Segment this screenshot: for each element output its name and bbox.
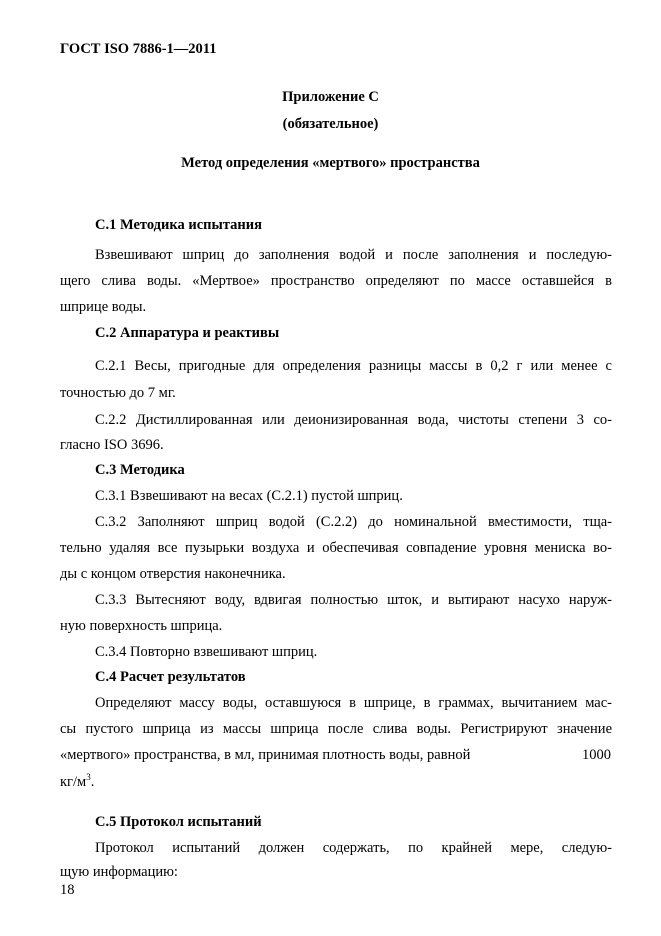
c2-2-line-2: гласно ISO 3696. — [60, 437, 164, 453]
page-number: 18 — [60, 882, 75, 898]
c3-2-line-1: С.3.2 Заполняют шприц водой (С.2.2) до номинальной вместимости, тща- — [95, 514, 612, 530]
c3-4: С.3.4 Повторно взвешивают шприц. — [95, 644, 318, 660]
c1-line-1: Взвешивают шприц до заполнения водой и после заполнения и последую- — [95, 247, 612, 263]
c5-line-1: Протокол испытаний должен содержать, по крайней мере, следую- — [95, 840, 612, 856]
c4-unit-exponent: 3 — [86, 772, 91, 783]
c4-unit: кг/м — [60, 774, 87, 790]
c4-line-1: Определяют массу воды, оставшуюся в шприце, в граммах, вычитанием мас- — [95, 695, 612, 711]
c4-density-value: 1000 — [582, 747, 611, 763]
appendix-status: (обязательное) — [282, 116, 379, 132]
c3-2-line-2: тельно удаляя все пузырьки воздуха и обеспечивая совпадение уровня мениска во- — [60, 540, 612, 556]
section-c5-heading: С.5 Протокол испытаний — [95, 814, 262, 830]
section-c1-heading: С.1 Методика испытания — [95, 217, 262, 233]
c4-line-4 — [60, 774, 94, 791]
c4-line-3: «мертвого» пространства, в мл, принимая плотность воды, равной — [60, 747, 471, 763]
section-c3-heading: С.3 Методика — [95, 462, 185, 478]
c2-2-line-1: С.2.2 Дистиллированная или деионизированная вода, чистоты степени 3 со- — [95, 412, 612, 428]
c3-2-line-3: ды с концом отверстия наконечника. — [60, 566, 286, 582]
section-c2-heading: С.2 Аппаратура и реактивы — [95, 325, 280, 341]
section-c4-heading: С.4 Расчет результатов — [95, 669, 246, 685]
c3-3-line-1: С.3.3 Вытесняют воду, вдвигая полностью шток, и вытирают насухо наруж- — [95, 592, 612, 608]
c3-1: С.3.1 Взвешивают на весах (С.2.1) пустой шприц. — [95, 488, 403, 504]
c5-line-2: щую информацию: — [60, 864, 178, 880]
c2-1-line-2: точностью до 7 мг. — [60, 385, 176, 401]
c4-line-2: сы пустого шприца из массы шприца после слива воды. Регистрируют значение — [60, 721, 612, 737]
appendix-title: Приложение С — [282, 89, 379, 105]
c3-3-line-2: ную поверхность шприца. — [60, 618, 223, 634]
c2-1-line-1: С.2.1 Весы, пригодные для определения разницы массы в 0,2 г или менее с — [95, 358, 612, 374]
c1-line-3: шприце воды. — [60, 299, 147, 315]
c4-line-4-end: . — [90, 774, 95, 790]
appendix-name: Метод определения «мертвого» пространства — [181, 155, 480, 171]
standard-header: ГОСТ ISO 7886-1—2011 — [60, 41, 217, 57]
c1-line-2: щего слива воды. «Мертвое» пространство определяют по массе оставшейся в — [60, 273, 612, 289]
